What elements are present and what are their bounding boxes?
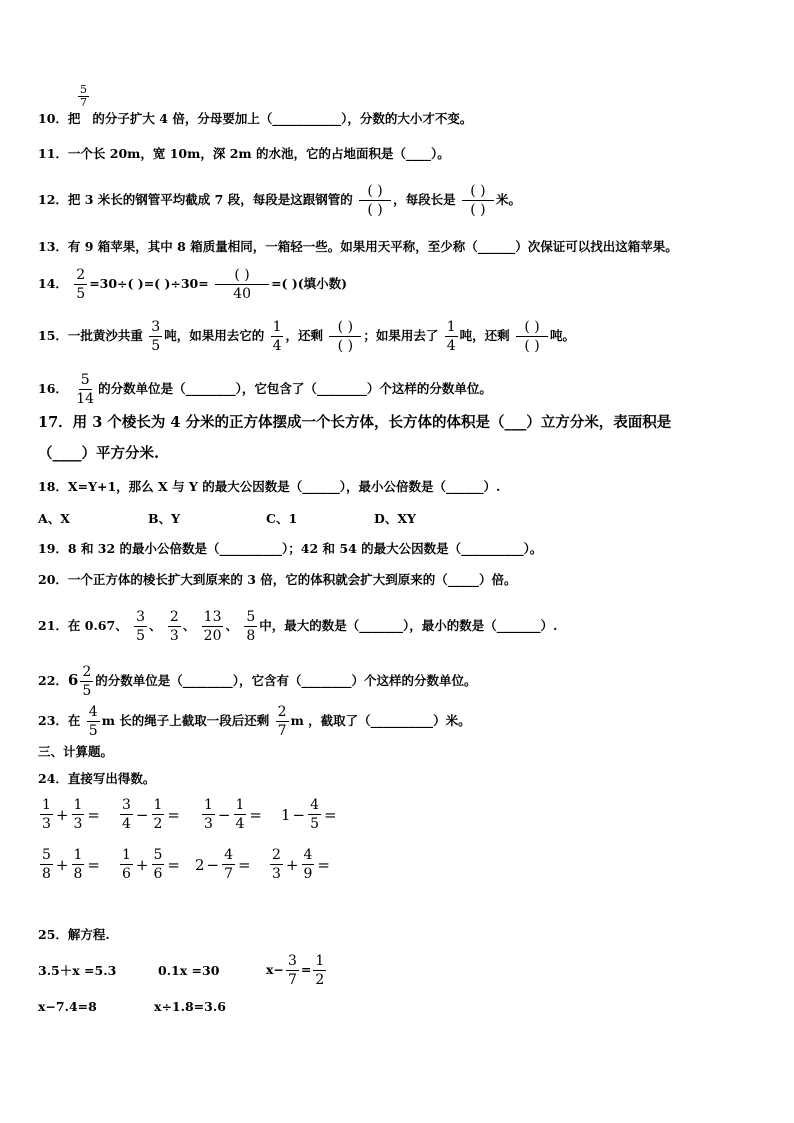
fraction: $\frac{4}{5}$ bbox=[88, 704, 98, 739]
answer-fraction-blank: $\frac{( )}{( )}$ bbox=[359, 182, 391, 219]
question-12: 12．把 3 米长的钢管平均截成 7 段，每段是这跟钢管的 $\frac{( )}{( )}$ ，每段长是 $\frac{( )}{( )}$ 米。 bbox=[38, 183, 521, 218]
question-11: 11．一个长 20m，宽 10m，深 2m 的水池，它的占地面积是（____）。 bbox=[38, 146, 450, 161]
fraction: $\frac{5}{14}$ bbox=[76, 372, 95, 407]
option-b: B、Y bbox=[148, 511, 180, 526]
question-19: 19．8 和 32 的最小公倍数是（__________）；42 和 54 的最大公因数是（__________）。 bbox=[38, 541, 543, 556]
calc-item: $\frac{2}{3}$ + $\frac{4}{9}$ = bbox=[272, 847, 330, 882]
fraction: $\frac{3}{5}$ bbox=[151, 319, 161, 354]
fraction: $\frac{2}{5}$ bbox=[82, 664, 92, 699]
question-14: 14． $\frac{2}{5}$ =30÷( )=( )÷30= $\frac{( )}{40}$ =( )(填小数) bbox=[38, 267, 348, 302]
question-15: 15．一批黄沙共重 $\frac{3}{5}$ 吨，如果用去它的 $\frac{1}{4}$ ，还剩 $\frac{( )}{( )}$ ；如果用去了 $\frac{1}{4}$ 吨，还剩 $\frac{( )}{( )}$ 吨。 bbox=[38, 319, 576, 354]
question-16: 16． $\frac{5}{14}$ 的分数单位是（________），它包含了（________）个这样的分数单位。 bbox=[38, 372, 492, 407]
calc-item: $\frac{3}{4}$ − $\frac{1}{2}$ = bbox=[122, 797, 180, 832]
question-25: 25．解方程. bbox=[38, 927, 110, 942]
question-23: 23．在 $\frac{4}{5}$ m 长的绳子上截取一段后还剩 $\frac{2}{7}$ m ，截取了（__________）米。 bbox=[38, 704, 471, 739]
calc-item: $\frac{5}{8}$ + $\frac{1}{8}$ = bbox=[42, 847, 100, 882]
equation: 0.1x =30 bbox=[158, 963, 220, 978]
calc-item: 1 − $\frac{4}{5}$ = bbox=[281, 797, 337, 832]
answer-fraction-blank: $\frac{( )}{40}$ bbox=[215, 266, 269, 303]
fraction: $\frac{2}{3}$ bbox=[169, 609, 179, 644]
calc-item: $\frac{1}{3}$ − $\frac{1}{4}$ = bbox=[204, 797, 262, 832]
option-d: D、XY bbox=[374, 511, 416, 526]
question-13: 13．有 9 箱苹果，其中 8 箱质量相同，一箱轻一些。如果用天平称，至少称（______）次保证可以找出这箱苹果。 bbox=[38, 239, 678, 254]
question-text: 的分子扩大 4 倍，分母要加上（___________），分数的大小才不变。 bbox=[92, 111, 473, 126]
equation: x÷1.8=3.6 bbox=[154, 999, 226, 1014]
question-10 bbox=[38, 110, 472, 128]
calc-item: $\frac{1}{3}$ + $\frac{1}{3}$ = bbox=[42, 797, 100, 832]
answer-fraction-blank: $\frac{( )}{( )}$ bbox=[516, 318, 548, 355]
fraction: $\frac{1}{4}$ bbox=[272, 319, 282, 354]
fraction: $\frac{13}{20}$ bbox=[203, 609, 222, 644]
question-17: 17．用 3 个棱长为 4 分米的正方体摆成一个长方体，长方体的体积是（___）立方分米，表面积是 bbox=[38, 414, 672, 431]
question-21: 21．在 0.67、 $\frac{3}{5}$ 、 $\frac{2}{3}$ 、 $\frac{13}{20}$ 、 $\frac{5}{8}$ 中，最大的数是（_______），最小的数是（_______）. bbox=[38, 609, 558, 644]
question-18: 18．X=Y+1，那么 X 与 Y 的最大公因数是（______），最小公倍数是（______）. bbox=[38, 479, 501, 494]
question-20: 20．一个正方体的棱长扩大到原来的 3 倍，它的体积就会扩大到原来的（_____）倍。 bbox=[38, 572, 517, 587]
answer-fraction-blank: $\frac{( )}{( )}$ bbox=[462, 182, 494, 219]
equation: x− $\frac{3}{7}$ = $\frac{1}{2}$ bbox=[266, 953, 325, 988]
fraction: $\frac{1}{4}$ bbox=[446, 319, 456, 354]
fraction: $\frac{3}{5}$ bbox=[136, 609, 145, 644]
calc-item: $\frac{1}{6}$ + $\frac{5}{6}$ = bbox=[122, 847, 180, 882]
option-a: A、X bbox=[38, 511, 70, 526]
equation: 3.5＋x =5.3 bbox=[38, 963, 117, 978]
fraction: $\frac{2}{5}$ bbox=[76, 267, 86, 302]
question-17-cont: （____）平方分米. bbox=[38, 445, 160, 462]
answer-fraction-blank: $\frac{( )}{( )}$ bbox=[329, 318, 361, 355]
equation: x−7.4=8 bbox=[38, 999, 97, 1014]
question-22: 22．6 $\frac{2}{5}$ 的分数单位是（________），它含有（________）个这样的分数单位。 bbox=[38, 664, 477, 699]
fraction: $\frac{2}{7}$ bbox=[277, 704, 287, 739]
calc-item: 2 − $\frac{4}{7}$ = bbox=[195, 847, 251, 882]
question-24: 24．直接写出得数。 bbox=[38, 771, 156, 786]
option-c: C、1 bbox=[266, 511, 298, 526]
section-heading: 三、计算题。 bbox=[38, 744, 114, 759]
fraction: $\frac{5}{8}$ bbox=[246, 609, 256, 644]
question-text: 把 bbox=[67, 111, 81, 126]
fraction: $\frac{5}{7}$ bbox=[80, 83, 87, 109]
question-number: 10． bbox=[38, 111, 68, 126]
